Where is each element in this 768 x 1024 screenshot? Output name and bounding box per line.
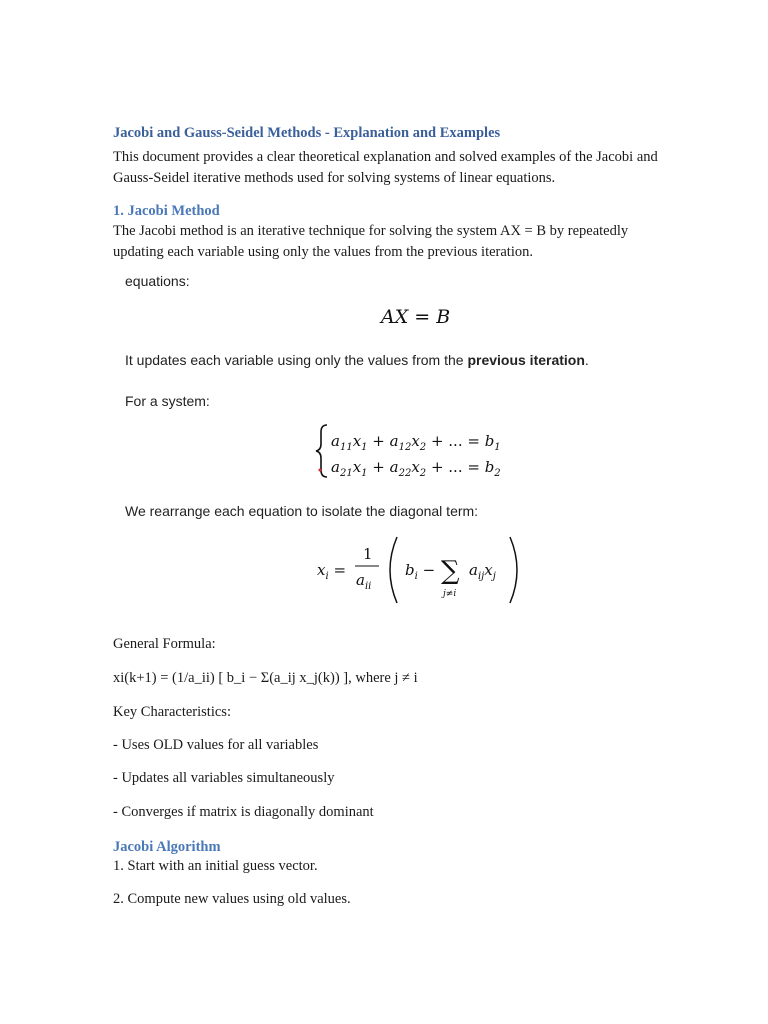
- characteristic-item: - Converges if matrix is diagonally dominant: [113, 804, 374, 820]
- for-system-label: For a system:: [125, 393, 210, 409]
- key-characteristics-label: Key Characteristics:: [113, 704, 231, 720]
- algorithm-step: 2. Compute new values using old values.: [113, 891, 351, 907]
- svg-text:bi −: $b_i$ −: [405, 561, 436, 582]
- section-heading-jacobi: 1. Jacobi Method: [113, 203, 220, 219]
- previous-iteration-emphasis: previous iteration: [467, 352, 585, 368]
- document-title: Jacobi and Gauss-Seidel Methods - Explanation and Examples: [113, 125, 501, 141]
- document-body: [113, 123, 673, 263]
- svg-text:xi =: $x_i$ =: [317, 561, 347, 582]
- jacobi-description: The Jacobi method is an iterative technique for solving the system AX = B by repeatedly updating each variable using only the values from the previous iteration.: [113, 223, 629, 260]
- svg-text:a21x1 + a22x2 + ... = b2: $a_{21}x_1 + a_{22}x_2$ + ... = $b_2$: [331, 458, 501, 479]
- algorithm-step: 1. Start with an initial guess vector.: [113, 858, 318, 874]
- characteristic-item: - Updates all variables simultaneously: [113, 770, 335, 786]
- svg-text:a11x1 + a12x2 + ... = b1: $a_{11}x_1 + a_{12}x_2$ + ... = $b_1$: [331, 432, 501, 453]
- general-formula-label: General Formula:: [113, 636, 216, 652]
- svg-text:aii: $a_{ii}$: [356, 571, 372, 592]
- section-heading-jacobi-algorithm: Jacobi Algorithm: [113, 839, 221, 855]
- svg-text:j≠i: j≠i: [443, 589, 457, 599]
- characteristic-item: - Uses OLD values for all variables: [113, 737, 319, 753]
- intro-paragraph: This document provides a clear theoretical explanation and solved examples of the Jacobi and Gauss-Seidel iterative methods used for solving systems of linear equations.: [113, 149, 658, 186]
- equation-ax-b: AX = B: [381, 306, 451, 328]
- system-of-equations: [313, 420, 533, 482]
- updates-sentence: It updates each variable using only the values from the previous iteration.: [125, 352, 589, 368]
- equations-label: equations:: [125, 273, 190, 289]
- jacobi-update-formula: [313, 533, 523, 607]
- embedded-formula-image: [113, 268, 633, 613]
- rearrange-sentence: We rearrange each equation to isolate the diagonal term:: [125, 503, 479, 519]
- general-formula-text: xi(k+1) = (1/a_ii) [ b_i − Σ(a_ij x_j(k)) ], where j ≠ i: [113, 670, 418, 686]
- svg-text:∑: ∑: [441, 556, 460, 586]
- svg-text:aijxj: $a_{ij}x_j$: [469, 561, 496, 582]
- svg-text:1: 1: [363, 545, 373, 563]
